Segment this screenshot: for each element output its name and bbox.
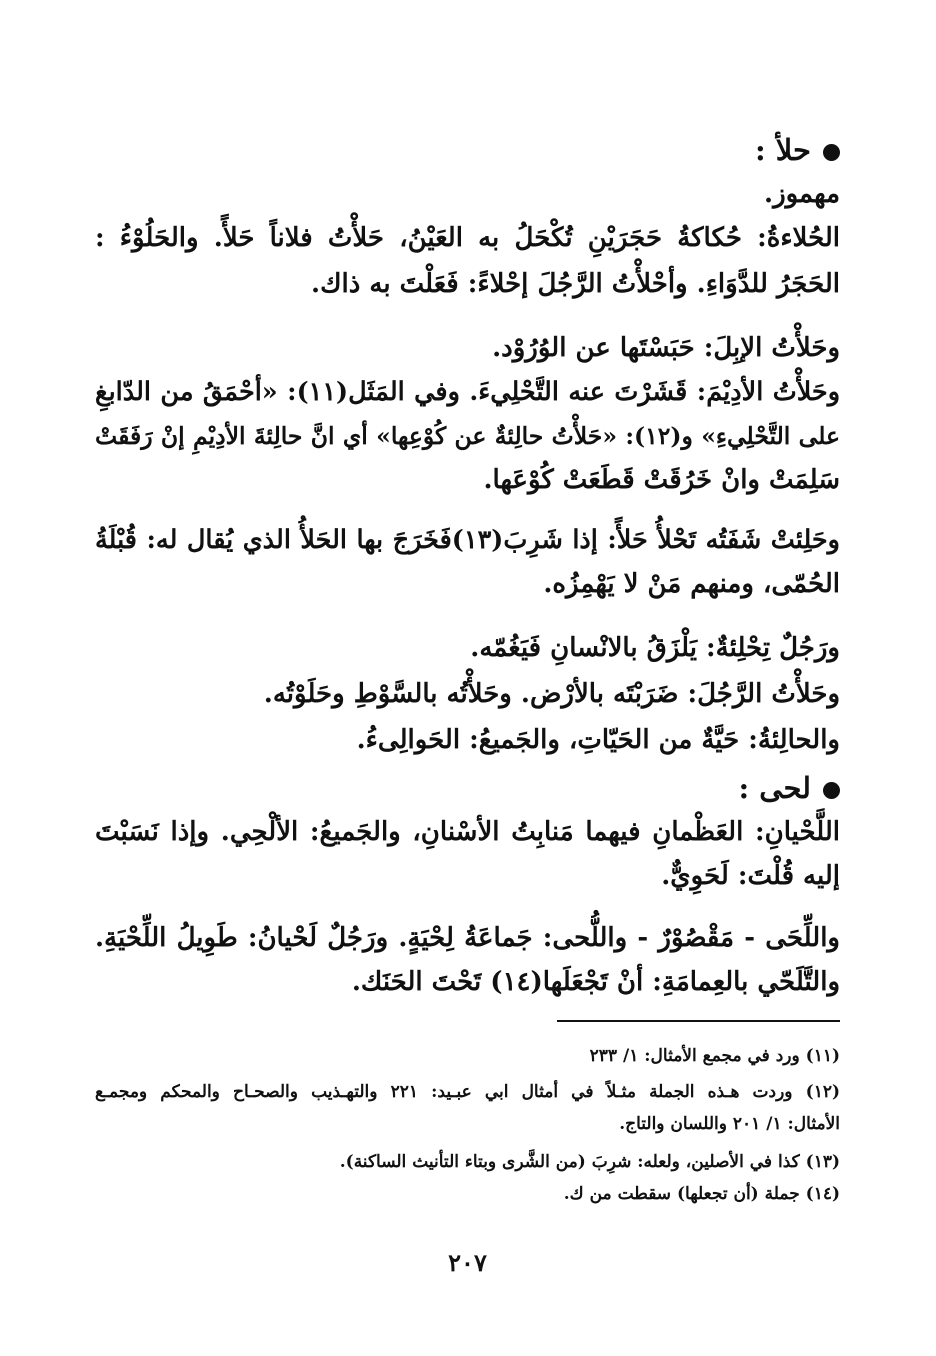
entry-line: اللَّحْيانِ: العَظْمانِ فيهما مَنابِتُ الأسْنانِ، والجَميعُ: الألْحِي. وإذا نَسَبْتَ [95,817,840,847]
page-number: ٢٠٧ [448,1248,487,1277]
footnote: (١٣) كذا في الأصلين، ولعله: شرِبَ (من الشَّرى وبتاء التأنيث الساكنة). [339,1152,840,1172]
entry-line: وحَلِئتْ شَفَتُه تَحْلأُ حَلأً: إذا شَرِبَ(١٣)فَخَرَجَ بها الحَلأُ الذي يُقال له: قُبْلَةُ [95,525,840,555]
entry-line: ورَجُلٌ تِحْلِئةٌ: يَلْزَقُ بالانْسانِ فَيَغُمّه. [470,633,840,663]
entry-line: الحُلاءةُ: حُكاكةُ حَجَرَيْنِ تُكْحَلُ به العَيْنُ، حَلأْتُ فلاناً حَلأً. والحَلُوْءُ : [95,223,840,253]
entry-line: سَلِمَتْ وانْ خَرُقَتْ قَطَعَتْ كُوْعَها. [483,465,840,495]
entry-line: وحَلأْتُ الإبِلَ: حَبَسْتَها عن الوُرُوْد. [492,333,840,363]
entry-heading-laha: لحى : [738,770,840,806]
entry-line: واللِّحَى - مَقْصُوْرٌ - واللُّحى: جَماعَةُ لِحْيَةٍ. ورَجُلٌ لَحْيانُ: طَوِيلُ اللِّحْيَةِ. [95,923,840,953]
footnote: (١٤) جملة (أن تجعلها) سقطت من ك. [563,1184,840,1204]
entry-line: مهموز. [764,179,840,209]
entry-line: إليه قُلْتَ: لَحَوِيٌّ. [661,861,840,891]
footnote-continuation: الأمثال: ١/ ٢٠١ واللسان والتاج. [619,1114,840,1134]
entry-line: وحَلأْتُ الأدِيْمَ: قَشَرْتَ عنه التَّحْلِيءَ. وفي المَثَل(١١): «أحْمَقُ من الدّابغِ [95,377,841,407]
footnote: (١٢) وردت هـذه الجملة مثـلاً في أمثال ابي عبـيد: ٢٢١ والتهـذيب والصحـاح والمحكم ومجمـع [95,1082,840,1102]
bullet-icon [823,782,840,799]
entry-line: على التَّحْلِيءِ» و(١٢): «حَلأْتُ حالِئةٌ عن كُوْعِها» أي انَّ حالِئةَ الأدِيْمِ إنْ رَفَقَتْ [95,422,840,450]
bullet-icon [823,144,840,161]
footnote-separator [557,1020,840,1022]
entry-line: الحُمّى، ومنهم مَنْ لا يَهْمِزُه. [543,569,840,599]
entry-line: وحَلأْتُ الرَّجُلَ: ضَرَبْتَه بالأرْض. وحَلأْتُه بالسَّوْطِ وحَلَوْتُه. [263,679,840,709]
dictionary-page [95,0,840,1356]
entry-line: الحَجَرُ للدَّوَاءِ. وأحْلأْتُ الرَّجُلَ إحْلاءً: فَعَلْتَ به ذاك. [311,269,840,299]
entry-line: والحالِئةُ: حَيَّةٌ من الحَيّاتِ، والجَميعُ: الحَوالِىءُ. [356,725,840,755]
footnote: (١١) ورد في مجمع الأمثال: ١/ ٢٣٣ [589,1046,840,1066]
entry-line: والتَّلَحّي بالعِمامَةِ: أنْ تَجْعَلَها(١٤) تَحْتَ الحَنَك. [351,967,840,997]
entry-heading-hala: حلأ : [755,132,840,168]
